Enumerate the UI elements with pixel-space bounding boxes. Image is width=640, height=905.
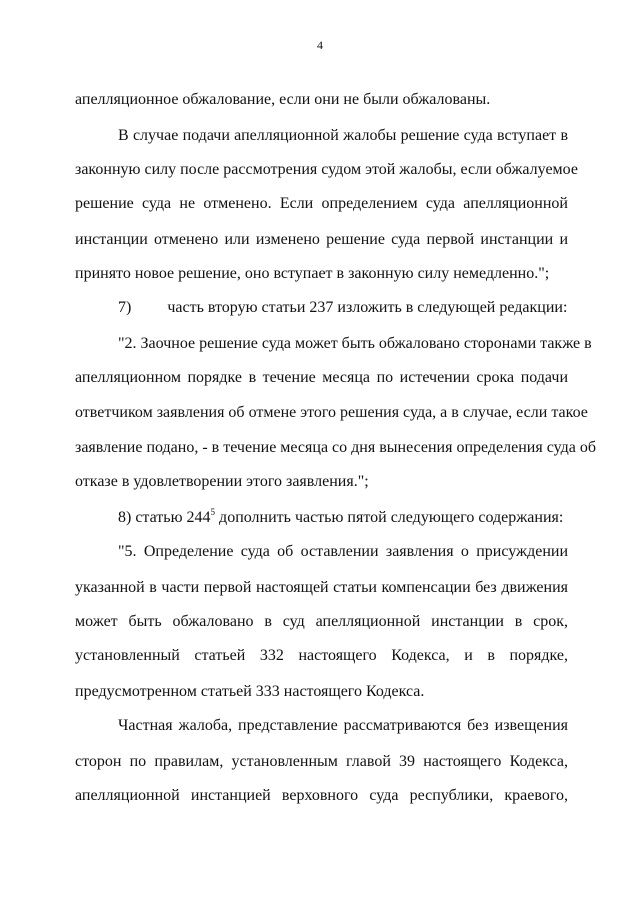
text-line: "2. Заочное решение суда может быть обжаловано сторонами также в (118, 335, 592, 352)
text-line: сторон по правилам, установленным главой 39 настоящего Кодекса, (75, 753, 568, 770)
superscript: 5 (210, 507, 216, 517)
text-line: апелляционное обжалование, если они не были обжалованы. (75, 91, 491, 108)
text-line: установленный статьей 332 настоящего Кодекса, и в порядке, (75, 647, 568, 664)
text-line: принято новое решение, оно вступает в законную силу немедленно."; (75, 265, 550, 282)
text-line: апелляционной инстанцией верховного суда республики, краевого, (75, 787, 568, 804)
page-number: 4 (317, 38, 323, 52)
text-line: Частная жалоба, представление рассматриваются без извещения (118, 717, 568, 734)
text-line: "5. Определение суда об оставлении заявления о присуждении (118, 543, 568, 560)
text-line: заявление подано, - в течение месяца со дня вынесения определения суда об (75, 439, 596, 456)
text-line: указанной в части первой настоящей статьи компенсации без движения (75, 579, 568, 596)
text-line: ответчиком заявления об отмене этого решения суда, а в случае, если такое (75, 404, 588, 421)
text-line: законную силу после рассмотрения судом этой жалобы, если обжалуемое (75, 161, 578, 178)
list-item-8 (118, 508, 563, 528)
text-line: решение суда не отменено. Если определением суда апелляционной (75, 195, 568, 212)
text-line: может быть обжаловано в суд апелляционной инстанции в срок, (75, 613, 568, 630)
list-item-7 (118, 298, 567, 318)
list-item-text: часть вторую статьи 237 изложить в следующей редакции: (167, 299, 568, 316)
list-item-text: дополнить частью пятой следующего содержания: (215, 509, 564, 526)
text-line: В случае подачи апелляционной жалобы решение суда вступает в (118, 127, 568, 144)
text-line: предусмотренном статьей 333 настоящего Кодекса. (75, 683, 425, 700)
text-line: инстанции отменено или изменено решение суда первой инстанции и (75, 231, 568, 248)
text-line: апелляционном порядке в течение месяца по истечении срока подачи (75, 369, 568, 386)
text-line: отказе в удовлетворении этого заявления."; (75, 473, 369, 490)
list-item-text: 8) статью 244 (118, 509, 211, 526)
list-number: 7) (118, 299, 132, 316)
